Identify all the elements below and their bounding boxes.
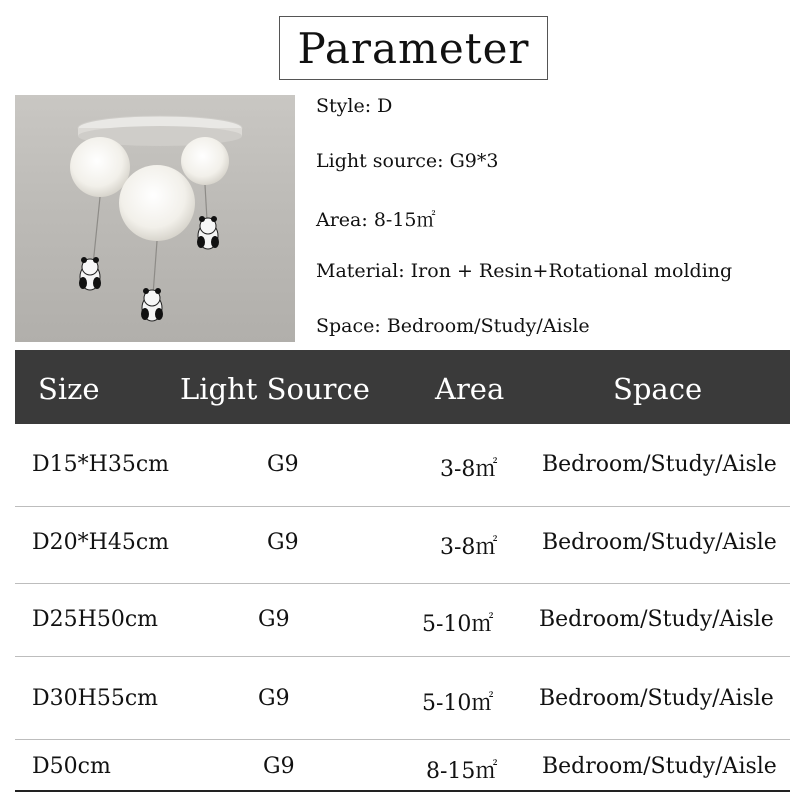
cell-area: 5-10㎡ <box>422 612 494 637</box>
cell-space: Bedroom/Study/Aisle <box>542 754 777 779</box>
cell-space: Bedroom/Study/Aisle <box>542 530 777 555</box>
cell-size: D15*H35cm <box>32 452 169 477</box>
cell-space: Bedroom/Study/Aisle <box>539 607 774 632</box>
header-light-source: Light Source <box>180 372 370 406</box>
param-space: Space: Bedroom/Study/Aisle <box>316 315 590 337</box>
panda-figure-left <box>79 257 101 290</box>
cell-light-source: G9 <box>263 754 295 779</box>
header-space: Space <box>613 372 703 406</box>
cell-area: 3-8㎡ <box>440 535 498 560</box>
table-bottom-border <box>15 790 790 792</box>
cell-light-source: G9 <box>267 452 299 477</box>
param-style: Style: D <box>316 95 393 117</box>
cell-area: 5-10㎡ <box>422 691 494 716</box>
page-title: Parameter <box>279 16 548 80</box>
product-photo <box>15 95 295 342</box>
cell-size: D50cm <box>32 754 111 779</box>
param-material: Material: Iron + Resin+Rotational molding <box>316 260 733 282</box>
row-divider <box>15 739 790 740</box>
cell-size: D20*H45cm <box>32 530 169 555</box>
param-area: Area: 8-15㎡ <box>316 209 436 231</box>
row-divider <box>15 506 790 507</box>
panda-figure-center <box>141 288 163 321</box>
cell-area: 8-15㎡ <box>426 759 498 784</box>
cell-light-source: G9 <box>258 686 290 711</box>
row-divider <box>15 656 790 657</box>
header-area: Area <box>435 372 505 406</box>
param-light-source: Light source: G9*3 <box>316 150 499 172</box>
cell-space: Bedroom/Study/Aisle <box>542 452 777 477</box>
ceiling-lamp-illustration <box>15 95 295 342</box>
cell-space: Bedroom/Study/Aisle <box>539 686 774 711</box>
panda-figure-right <box>197 216 219 249</box>
cell-size: D30H55cm <box>32 686 158 711</box>
header-size: Size <box>38 372 100 406</box>
row-divider <box>15 583 790 584</box>
cell-size: D25H50cm <box>32 607 158 632</box>
table-header <box>15 350 790 424</box>
cell-light-source: G9 <box>267 530 299 555</box>
cell-area: 3-8㎡ <box>440 457 498 482</box>
cell-light-source: G9 <box>258 607 290 632</box>
